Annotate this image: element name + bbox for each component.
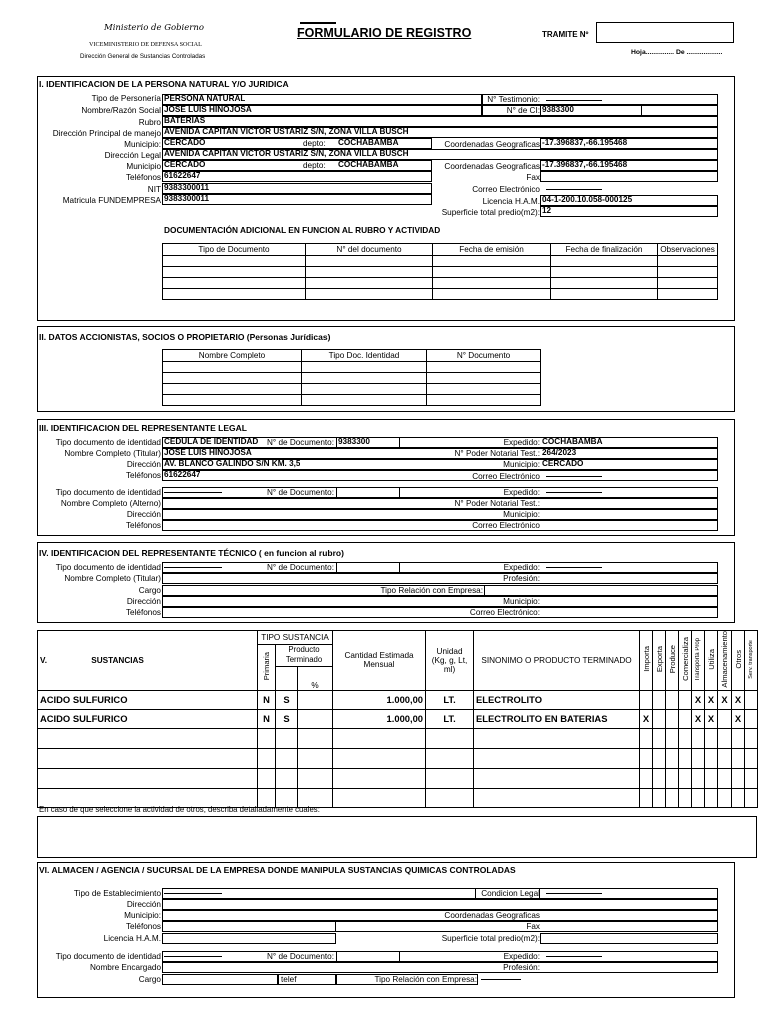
value-municipio-1: CERCADO bbox=[164, 138, 206, 147]
sust-header-produce: Produce bbox=[666, 631, 679, 691]
label-rt-dir: Dirección bbox=[126, 597, 161, 606]
label-rt-cargo: Cargo bbox=[138, 586, 161, 595]
value-licencia: 04-1-200.10.058-000125 bbox=[542, 195, 633, 204]
field-rubro[interactable] bbox=[162, 116, 718, 127]
value-depto-2: COCHABAMBA bbox=[338, 160, 399, 169]
blank-al-rel[interactable] bbox=[481, 979, 521, 980]
value-municipio-2: CERCADO bbox=[164, 160, 206, 169]
field-al-sup[interactable] bbox=[540, 933, 718, 944]
label-rl-dir: Dirección bbox=[126, 460, 161, 469]
label-rl2-nombre: Nombre Completo (Alterno) bbox=[60, 499, 161, 508]
blank-al-exp[interactable] bbox=[546, 956, 602, 957]
label-al-nombre: Nombre Encargado bbox=[90, 963, 161, 972]
label-al-sup: Superficie total predio(m2): bbox=[441, 934, 540, 943]
section-4-title: IV. IDENTIFICACION DEL REPRESENTANTE TÉCNICO ( en funcion al rubro) bbox=[39, 548, 344, 558]
table-row[interactable] bbox=[38, 728, 758, 748]
label-rl2-dir: Dirección bbox=[126, 510, 161, 519]
label-coord-2: Coordenadas Geograficas bbox=[444, 162, 540, 171]
label-rl2-exp: Expedido: bbox=[503, 488, 540, 497]
label-rl-poder: N° Poder Notarial Test.: bbox=[454, 449, 540, 458]
value-rubro: BATERIAS bbox=[164, 116, 206, 125]
label-rl-exp: Expedido: bbox=[503, 438, 540, 447]
field-telefonos[interactable] bbox=[162, 171, 432, 182]
sustancias-table bbox=[37, 630, 758, 808]
table-row[interactable] bbox=[163, 384, 541, 395]
value-rl-tel: 61622647 bbox=[164, 470, 201, 479]
label-al-rel: Tipo Relación con Empresa: bbox=[374, 975, 477, 984]
sust-header-producto-terminado: Producto Terminado bbox=[276, 645, 333, 667]
value-rl-poder: 264/2023 bbox=[542, 448, 577, 457]
table-row[interactable]: ACIDO SULFURICO N S 1.000,00 LT. ELECTROLITO X X X X bbox=[38, 690, 758, 709]
value-fundempresa: 9383300011 bbox=[164, 194, 210, 203]
label-al-tel: Teléfonos bbox=[125, 922, 161, 931]
section-1-title: I. IDENTIFICACION DE LA PERSONA NATURAL Y/O JURIDICA bbox=[39, 79, 289, 89]
label-municipio-2: Municipio bbox=[126, 162, 161, 171]
sust-header-unidad: Unidad (Kg, g, Lt, ml) bbox=[426, 631, 474, 691]
label-rt-mun: Municipio: bbox=[503, 597, 540, 606]
sust-header-utiliza: Utiliza bbox=[705, 631, 718, 691]
label-rl-correo: Correo Electrónico bbox=[472, 472, 540, 481]
doc-adicional-table bbox=[162, 243, 718, 300]
sust-header-primaria: Primaria bbox=[258, 645, 276, 691]
section-3-title: III. IDENTIFICACION DEL REPRESENTANTE LEGAL bbox=[39, 423, 247, 433]
value-rl-ndoc: 9383300 bbox=[338, 437, 370, 446]
field-rt-tel[interactable] bbox=[162, 607, 718, 618]
value-coord-2: -17.396837,-66.195468 bbox=[542, 160, 628, 169]
table-row[interactable]: ACIDO SULFURICO N S 1.000,00 LT. ELECTROLITO EN BATERIAS X X X X bbox=[38, 709, 758, 728]
socios-col-nombre: Nombre Completo bbox=[163, 350, 302, 362]
field-rl2-nombre[interactable] bbox=[162, 498, 718, 509]
sust-header-serv-transporte: Serv. transporte bbox=[745, 631, 758, 691]
table-row[interactable] bbox=[38, 748, 758, 768]
blank-correo[interactable] bbox=[546, 189, 602, 190]
page-title: FORMULARIO DE REGISTRO bbox=[297, 26, 472, 40]
field-al-nombre[interactable] bbox=[162, 962, 718, 973]
section-6-title: VI. ALMACEN / AGENCIA / SUCURSAL DE LA EMPRESA DONDE MANIPULA SUSTANCIAS QUIMICAS CONTROLADAS bbox=[39, 865, 516, 875]
otros-description-field[interactable] bbox=[37, 816, 757, 858]
label-al-cond: Condicion Legal bbox=[481, 889, 540, 898]
value-rl-tipodoc: CEDULA DE IDENTIDAD bbox=[164, 437, 259, 446]
blank-al-tipodoc[interactable] bbox=[164, 956, 222, 957]
field-rl2-row1 bbox=[162, 487, 718, 498]
blank-al-tipoest[interactable] bbox=[164, 893, 222, 894]
value-superficie: 12 bbox=[542, 206, 552, 215]
table-row[interactable] bbox=[163, 289, 718, 300]
label-telefonos: Teléfonos bbox=[125, 173, 161, 182]
label-rt-ndoc: N° de Documento: bbox=[267, 563, 334, 572]
label-rl2-mun: Municipio: bbox=[503, 510, 540, 519]
value-coord-1: -17.396837,-66.195468 bbox=[542, 138, 628, 147]
doc-col-finalizacion: Fecha de finalización bbox=[551, 244, 658, 256]
sust-header-cantidad: Cantidad Estimada Mensual bbox=[333, 631, 426, 691]
field-rl-tel[interactable] bbox=[162, 470, 718, 481]
label-rt-tipodoc: Tipo documento de identidad bbox=[55, 563, 161, 572]
field-al-tel[interactable] bbox=[162, 921, 336, 932]
value-rl-dir: AV. BLANCO GALINDO S/N KM. 3,5 bbox=[164, 459, 301, 468]
label-depto-1: depto: bbox=[303, 139, 326, 148]
label-rt-rel: Tipo Relación con Empresa: bbox=[380, 586, 483, 595]
label-al-dir: Dirección bbox=[126, 900, 161, 909]
sust-header-comercializa: Comercializa bbox=[679, 631, 692, 691]
socios-table bbox=[162, 349, 541, 406]
table-row[interactable] bbox=[163, 256, 718, 267]
blank-testimonio[interactable] bbox=[546, 100, 602, 101]
label-nit: NIT bbox=[147, 185, 161, 194]
label-al-tipoest: Tipo de Establecimiento bbox=[73, 889, 161, 898]
table-row[interactable] bbox=[38, 768, 758, 788]
value-telefonos: 61622647 bbox=[164, 171, 201, 180]
label-rl2-tel: Teléfonos bbox=[125, 521, 161, 530]
label-rt-nombre: Nombre Completo (Titular) bbox=[64, 574, 161, 583]
title-overline bbox=[300, 22, 336, 24]
field-rt-nombre[interactable] bbox=[162, 573, 718, 584]
tramite-label: TRAMITE Nº bbox=[542, 30, 589, 39]
field-rl2-tel[interactable] bbox=[162, 520, 718, 531]
field-rl2-dir[interactable] bbox=[162, 509, 718, 520]
field-fax[interactable] bbox=[540, 171, 718, 182]
label-depto-2: depto: bbox=[303, 161, 326, 170]
blank-rl2-tipodoc[interactable] bbox=[164, 492, 222, 493]
value-rl-nombre: JOSÉ LUIS HINOJOSA bbox=[164, 448, 252, 457]
label-testimonio: N° Testimonio: bbox=[487, 95, 540, 104]
label-rt-exp: Expedido: bbox=[503, 563, 540, 572]
value-direccion-legal: AVENIDA CAPITAN VICTOR USTARIZ S/N, ZONA VILLA BUSCH bbox=[164, 149, 409, 158]
label-rt-correo: Correo Electrónico: bbox=[469, 608, 540, 617]
field-al-cargo[interactable] bbox=[162, 974, 278, 985]
label-tipo-personeria: Tipo de Personería bbox=[91, 94, 161, 103]
label-rl-tel: Teléfonos bbox=[125, 471, 161, 480]
label-al-telef: telef bbox=[281, 975, 297, 984]
label-al-tipodoc: Tipo documento de identidad bbox=[55, 952, 161, 961]
label-al-fax: Fax bbox=[526, 922, 540, 931]
label-direccion-legal: Dirección Legal bbox=[104, 151, 161, 160]
label-al-ndoc: N° de Documento: bbox=[267, 952, 334, 961]
label-al-exp: Expedido: bbox=[503, 952, 540, 961]
value-tipo-personeria: PERSONA NATURAL bbox=[164, 94, 246, 103]
sust-header-title: V. SUSTANCIAS bbox=[38, 631, 258, 691]
sust-header-transporta: Transporta Prop bbox=[692, 631, 705, 691]
value-rl-exp: COCHABAMBA bbox=[542, 437, 603, 446]
value-nit: 9383300011 bbox=[164, 183, 210, 192]
field-al-mun[interactable] bbox=[162, 910, 718, 921]
doc-col-numero: N° del documento bbox=[306, 244, 433, 256]
table-row[interactable] bbox=[163, 373, 541, 384]
table-row[interactable] bbox=[163, 395, 541, 406]
sust-header-porcentaje: % bbox=[298, 666, 333, 690]
table-row[interactable] bbox=[163, 362, 541, 373]
blank-rl2-exp[interactable] bbox=[546, 492, 602, 493]
blank-rt-tipodoc[interactable] bbox=[164, 567, 222, 568]
socios-col-numero: N° Documento bbox=[427, 350, 541, 362]
field-rt-ndoc[interactable] bbox=[336, 562, 400, 573]
field-rt-rel[interactable] bbox=[484, 585, 718, 596]
label-rl-ndoc: N° de Documento: bbox=[267, 438, 334, 447]
value-direccion-principal: AVENIDA CAPITAN VICTOR USTARIZ S/N, ZONA VILLA BUSCH bbox=[164, 127, 409, 136]
field-rt-dir[interactable] bbox=[162, 596, 718, 607]
label-rl2-tipodoc: Tipo documento de identidad bbox=[55, 488, 161, 497]
label-rl2-ndoc: N° de Documento: bbox=[267, 488, 334, 497]
blank-rl-correo[interactable] bbox=[546, 476, 602, 477]
label-rubro: Rubro bbox=[138, 118, 161, 127]
field-al-ndoc[interactable] bbox=[336, 951, 400, 962]
label-rt-tel: Teléfonos bbox=[125, 608, 161, 617]
value-rl-mun: CERCADO bbox=[542, 459, 584, 468]
label-fundempresa: Matricula FUNDEMPRESA bbox=[62, 196, 161, 205]
field-al-row6 bbox=[162, 951, 718, 962]
field-rt-row1 bbox=[162, 562, 718, 573]
doc-adicional-title: DOCUMENTACIÓN ADICIONAL EN FUNCION AL RUBRO Y ACTIVIDAD bbox=[164, 225, 441, 235]
field-al-lic[interactable] bbox=[162, 933, 336, 944]
field-rl2-ndoc[interactable] bbox=[336, 487, 400, 498]
sust-header-importa: Importa bbox=[640, 631, 653, 691]
socios-col-tipodoc: Tipo Doc. Identidad bbox=[302, 350, 427, 362]
tramite-field[interactable] bbox=[596, 22, 734, 43]
ministry-signature: Ministerio de Gobierno bbox=[104, 23, 204, 33]
label-superficie: Superficie total predio(m2): bbox=[441, 208, 540, 217]
field-al-dir[interactable] bbox=[162, 899, 718, 910]
sust-header-tipo: TIPO SUSTANCIA bbox=[258, 631, 333, 645]
label-fax: Fax bbox=[526, 173, 540, 182]
label-licencia: Licencia H.A.M. bbox=[482, 197, 540, 206]
value-depto-1: COCHABAMBA bbox=[338, 138, 399, 147]
label-municipio-1: Municipio: bbox=[124, 140, 161, 149]
section-2-title: II. DATOS ACCIONISTAS, SOCIOS O PROPIETARIO (Personas Jurídicas) bbox=[39, 332, 331, 342]
hoja-line: Hoja............... De ................... bbox=[631, 49, 723, 56]
label-coord-1: Coordenadas Geograficas bbox=[444, 140, 540, 149]
label-al-coord: Coordenadas Geograficas bbox=[444, 911, 540, 920]
table-row[interactable] bbox=[163, 278, 718, 289]
sust-header-otros: Otros bbox=[732, 631, 745, 691]
field-superficie[interactable] bbox=[540, 206, 718, 217]
label-rl-nombre: Nombre Completo (Titular) bbox=[64, 449, 161, 458]
label-ci: N° de CI: bbox=[506, 106, 540, 115]
otros-note: En caso de que seleccione la actividad de otros, describa detalladamente cuales: bbox=[39, 805, 320, 814]
value-nombre-razon: JOSE LUIS HINOJOSA bbox=[164, 105, 252, 114]
label-rl-mun: Municipio: bbox=[503, 460, 540, 469]
label-rl2-correo: Correo Electrónico bbox=[472, 521, 540, 530]
label-rt-prof: Profesión: bbox=[503, 574, 540, 583]
doc-col-emision: Fecha de emisión bbox=[433, 244, 551, 256]
label-al-prof: Profesión: bbox=[503, 963, 540, 972]
doc-col-observaciones: Observaciones bbox=[658, 244, 718, 256]
label-rl-tipodoc: Tipo documento de identidad bbox=[55, 438, 161, 447]
table-row[interactable] bbox=[163, 267, 718, 278]
directorate: Dirección General de Sustancias Controladas bbox=[80, 53, 206, 60]
sust-header-sinonimo: SINONIMO O PRODUCTO TERMINADO bbox=[474, 631, 640, 691]
vice-ministry: VICEMINISTERIO DE DEFENSA SOCIAL bbox=[89, 41, 202, 48]
doc-col-tipo: Tipo de Documento bbox=[163, 244, 306, 256]
label-al-cargo: Cargo bbox=[138, 975, 161, 984]
sust-header-exporta: Exporta bbox=[653, 631, 666, 691]
label-direccion-principal: Dirección Principal de manejo bbox=[52, 129, 161, 138]
label-nombre-razon: Nombre/Razón Social bbox=[81, 106, 161, 115]
value-ci: 9383300 bbox=[542, 105, 574, 114]
sust-header-almacenamiento: Almacenamiento bbox=[718, 631, 732, 691]
blank-al-cond[interactable] bbox=[546, 893, 602, 894]
blank-rt-exp[interactable] bbox=[546, 567, 602, 568]
label-rl2-poder: N° Poder Notarial Test.: bbox=[454, 499, 540, 508]
label-al-mun: Municipio: bbox=[124, 911, 161, 920]
label-correo: Correo Electrónico bbox=[472, 185, 540, 194]
label-al-lic: Licencia H.A.M. bbox=[103, 934, 161, 943]
field-al-row1 bbox=[162, 888, 718, 899]
